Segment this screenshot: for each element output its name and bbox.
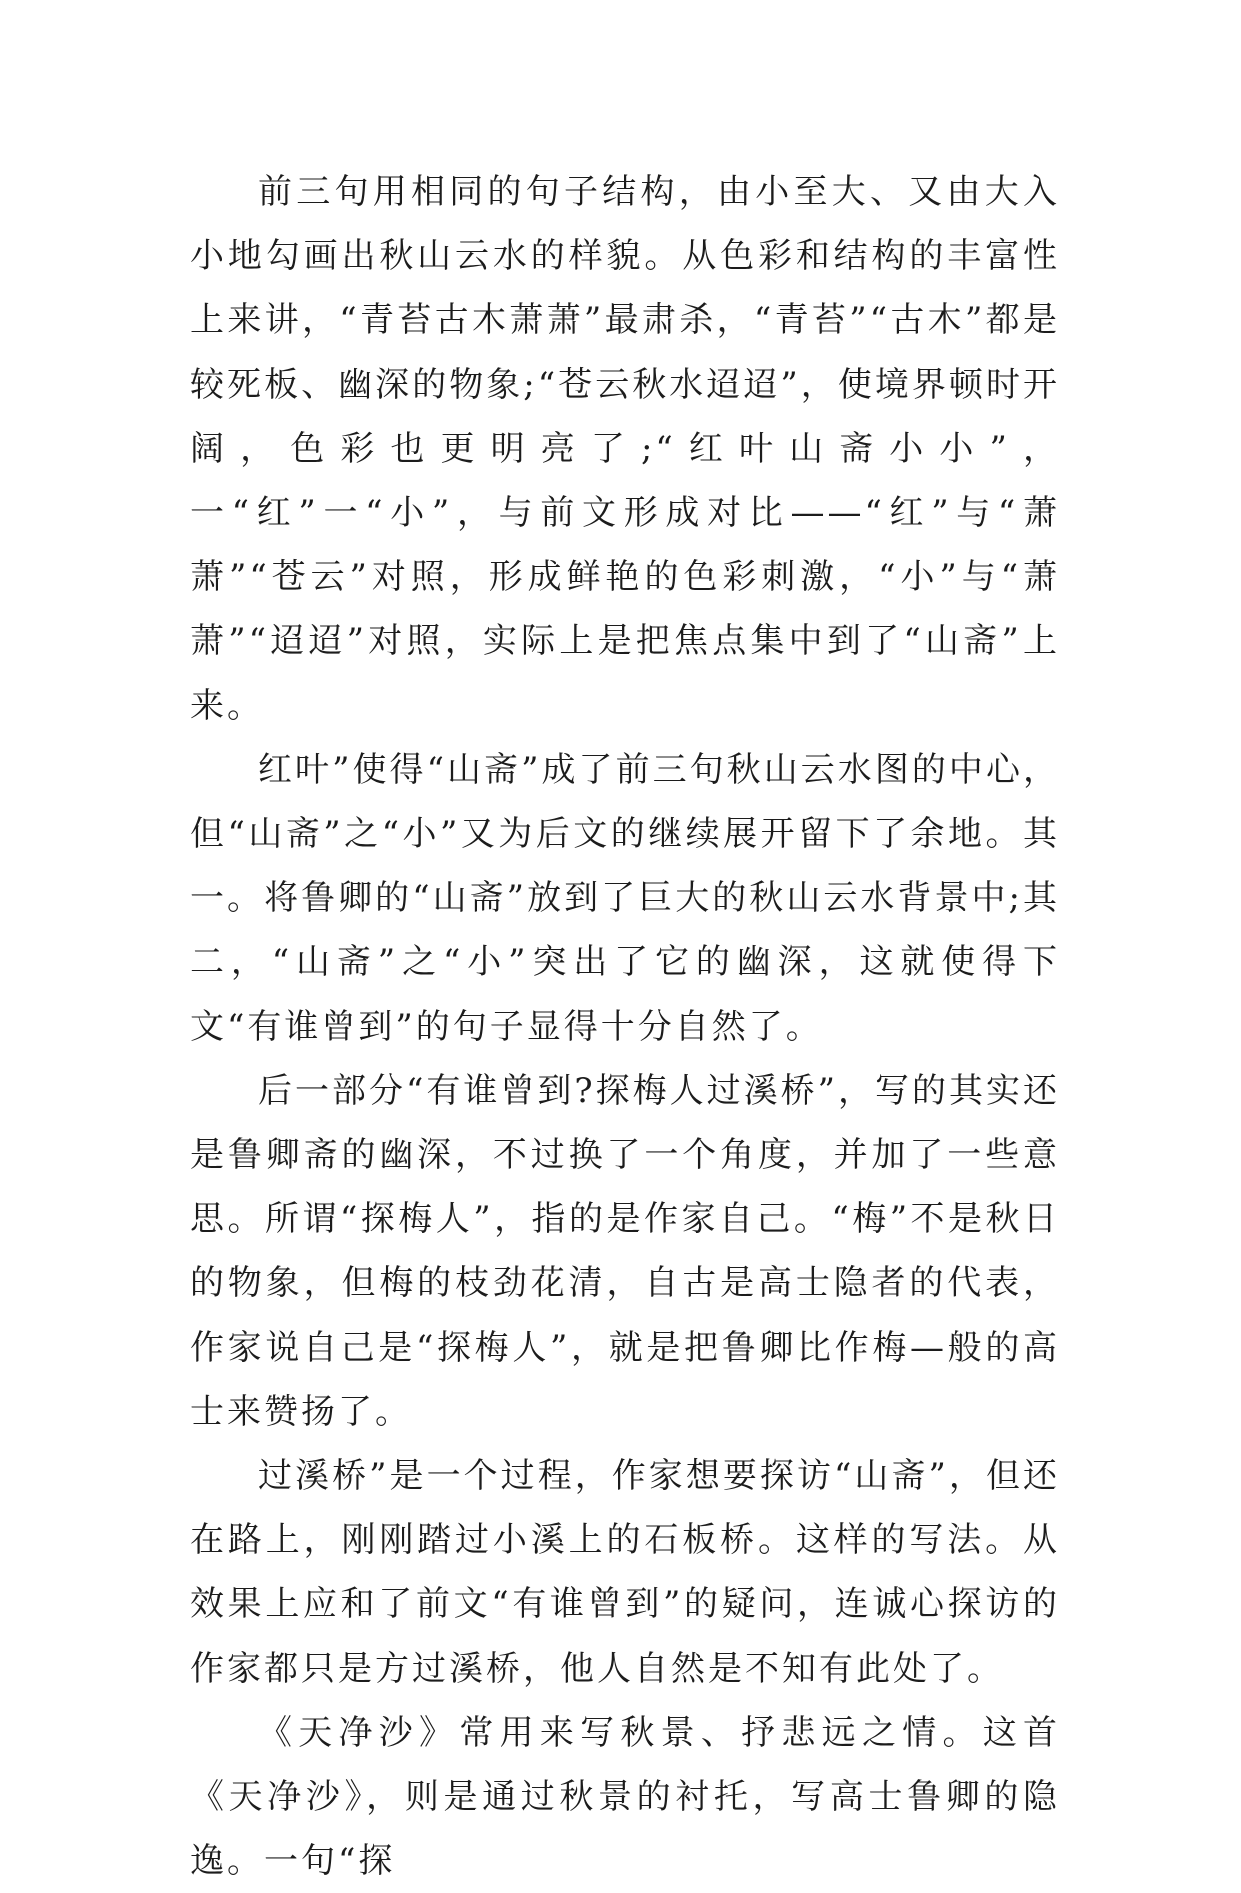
paragraph-5: 《天净沙》常用来写秋景、抒悲远之情。这首《天净沙》，则是通过秋景的衬托，写高士鲁卿的隐逸。一句“探 (190, 1712, 1060, 1882)
paragraph-3: 后一部分“有谁曾到?探梅人过溪桥”，写的其实还是鲁卿斋的幽深，不过换了一个角度，并加了一些意思。所谓“探梅人”，指的是作家自己。“梅”不是秋日的物象，但梅的枝劲花清，自古是高士隐者的代表，作家说自己是“探梅人”，就是把鲁卿比作梅—般的高士来赞扬了。 (190, 1070, 1060, 1432)
body-text (190, 160, 1060, 1893)
paragraph-4: 过溪桥”是一个过程，作家想要探访“山斋”，但还在路上，刚刚踏过小溪上的石板桥。这样的写法。从效果上应和了前文“有谁曾到”的疑问，连诚心探访的作家都只是方过溪桥，他人自然是不知有此处了。 (190, 1456, 1060, 1689)
paragraph-1: 前三句用相同的句子结构，由小至大、又由大入小地勾画出秋山云水的样貌。从色彩和结构的丰富性上来讲，“青苔古木萧萧”最肃杀，“青苔”“古木”都是较死板、幽深的物象;“苍云秋水迢迢”，使境界顿时开阔，色彩也更明亮了;“红叶山斋小小”，一“红”一“小”，与前文形成对比——“红”与“萧萧”“苍云”对照，形成鲜艳的色彩刺激，“小”与“萧萧”“迢迢”对照，实际上是把焦点集中到了“山斋”上来。 (190, 172, 1060, 726)
paragraph-2: 红叶”使得“山斋”成了前三句秋山云水图的中心，但“山斋”之“小”又为后文的继续展开留下了余地。其一。将鲁卿的“山斋”放到了巨大的秋山云水背景中;其二，“山斋”之“小”突出了它的幽深，这就使得下文“有谁曾到”的句子显得十分自然了。 (190, 749, 1060, 1047)
